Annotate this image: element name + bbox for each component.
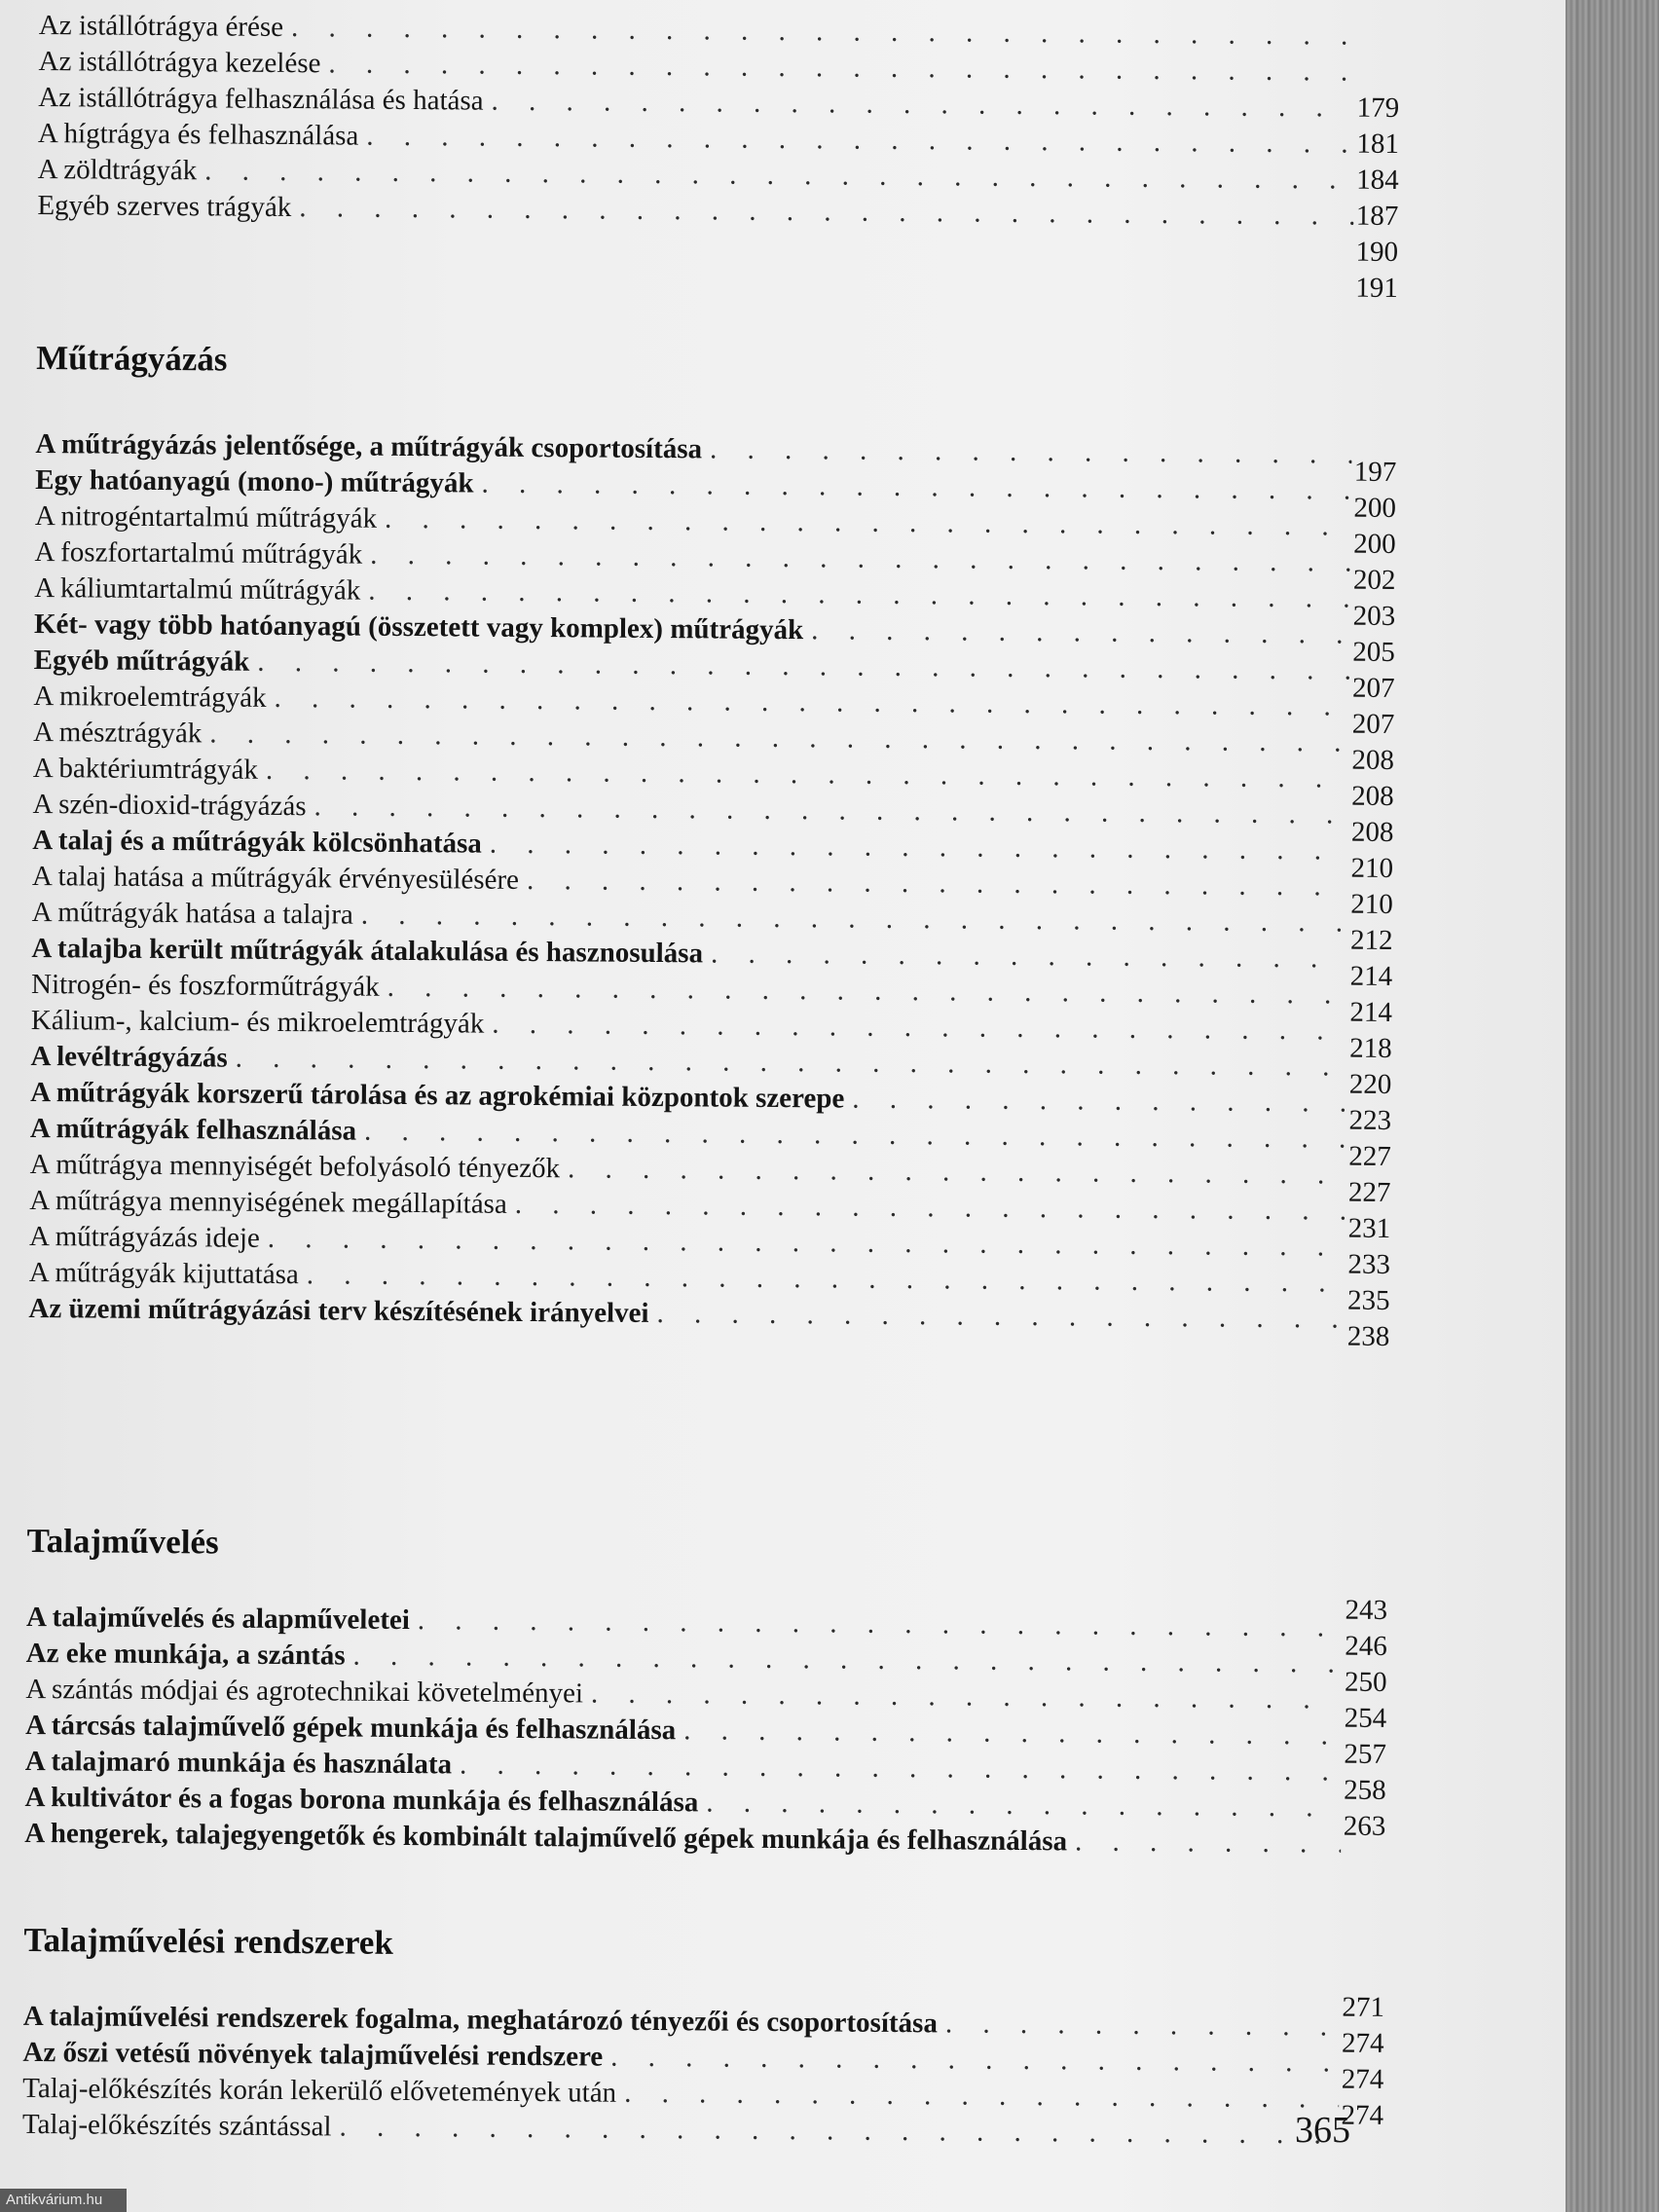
toc-entry-label: Egy hatóanyagú (mono-) műtrágyák <box>35 463 474 499</box>
page-number-column <box>1327 1592 1387 1844</box>
toc-entry-label: A műtrágya mennyiségét befolyásoló tényezők <box>29 1148 561 1185</box>
toc-page-number: 197 <box>1353 456 1397 488</box>
leader-dots <box>299 190 1353 235</box>
leader-dots <box>945 2006 1340 2045</box>
toc-page-number: 179 <box>1356 92 1400 124</box>
toc-entry-label: Az őszi vetésű növények talajművelési rendszere <box>22 2036 604 2073</box>
toc-page-number: 181 <box>1356 128 1400 160</box>
toc-entry-label: Egyéb műtrágyák <box>33 644 250 678</box>
toc-page-number: 205 <box>1352 636 1395 668</box>
toc-entry-label: A szén-dioxid-trágyázás <box>32 788 307 823</box>
toc-section-fertilization <box>27 329 1397 1445</box>
entry-list <box>37 8 1363 235</box>
toc-entry-label: A talajmaró munkája és használata <box>24 1745 453 1781</box>
toc-page-number: 187 <box>1355 200 1399 232</box>
toc-page-number: 214 <box>1349 996 1393 1028</box>
section-title: Talajművelés <box>26 1521 219 1562</box>
toc-page-number: 210 <box>1350 888 1393 920</box>
toc-page-number: 258 <box>1344 1774 1386 1806</box>
toc-entry-label: A műtrágyák korszerű tárolása és az agrokémiai központok szerepe <box>30 1076 845 1115</box>
toc-entry-label: Egyéb szerves trágyák <box>37 189 292 224</box>
leader-dots <box>706 1785 1341 1825</box>
section-title: Műtrágyázás <box>36 338 228 379</box>
leader-dots <box>624 2076 1339 2118</box>
toc-entry-label: Talaj-előkészítés korán lekerülő elővetemények után <box>22 2072 617 2109</box>
toc-entry-label: A műtrágya mennyiségének megállapítása <box>29 1184 507 1220</box>
toc-entry-label: Talaj-előkészítés szántással <box>21 2108 332 2143</box>
entry-list <box>24 1600 1350 1862</box>
toc-entry-label: A talaj hatása a műtrágyák érvényesülésére <box>31 860 520 896</box>
toc-page-number: 250 <box>1344 1666 1387 1698</box>
toc-entry-label: A foszfortartalmú műtrágyák <box>34 535 363 571</box>
leader-dots <box>1075 1824 1341 1862</box>
toc-section-tillage-systems <box>21 1911 1385 2165</box>
toc-entry-label: A nitrogéntartalmú műtrágyák <box>34 499 378 535</box>
toc-page-number: 238 <box>1346 1320 1390 1352</box>
toc-entry-label: Az üzemi műtrágyázási terv készítésének irányelvei <box>28 1292 649 1329</box>
toc-page-number: 246 <box>1345 1630 1387 1662</box>
toc-page-number: 227 <box>1348 1140 1391 1172</box>
toc-entry-label: A tárcsás talajművelő gépek munkája és felhasználása <box>25 1709 677 1747</box>
toc-page-number: 208 <box>1351 780 1394 812</box>
toc-entry-label: Két- vagy több hatóanyagú (összetett vagy komplex) műtrágyák <box>33 608 804 646</box>
toc-entry-label: A műtrágyák kijuttatása <box>28 1256 299 1291</box>
leader-dots <box>610 2040 1340 2082</box>
toc-entry-label: A baktériumtrágyák <box>32 752 259 786</box>
toc-page-number: 218 <box>1349 1032 1392 1064</box>
toc-page-number: 235 <box>1346 1284 1390 1316</box>
toc-page-number: 210 <box>1350 852 1394 884</box>
toc-entry-label: Az istállótrágya felhasználása és hatása <box>38 81 484 117</box>
toc-entry-label: A műtrágyák felhasználása <box>29 1112 357 1147</box>
leader-dots <box>656 1296 1345 1338</box>
leader-dots <box>811 612 1350 652</box>
toc-entry-label: A zöldtrágyák <box>37 153 198 187</box>
toc-page-number: 214 <box>1349 960 1393 992</box>
toc-entry-label: A talaj és a műtrágyák kölcsönhatása <box>32 824 483 860</box>
toc-page-number: 274 <box>1341 2063 1384 2095</box>
leader-dots <box>339 2109 1339 2153</box>
entry-list <box>28 426 1359 1338</box>
table-of-contents <box>21 8 1400 2165</box>
toc-page-number: 191 <box>1355 272 1398 304</box>
toc-entry-label: A talajba került műtrágyák átalakulása és hasznosulása <box>31 932 704 970</box>
toc-page-number: 263 <box>1343 1810 1386 1842</box>
toc-page-number: 200 <box>1353 492 1397 524</box>
toc-page-number: 220 <box>1348 1068 1392 1100</box>
toc-page-number: 271 <box>1342 1991 1385 2023</box>
toc-page-number: 223 <box>1348 1104 1392 1136</box>
toc-entry-label: Az istállótrágya érése <box>38 9 284 43</box>
page-number-column <box>1331 454 1396 1354</box>
toc-entry-label: A talajművelés és alapműveletei <box>25 1601 410 1637</box>
page-stack-edge <box>1566 0 1659 2212</box>
toc-entry-label: A műtrágyák hatása a talajra <box>31 896 353 931</box>
toc-page-number: 190 <box>1355 236 1399 268</box>
entry-list <box>22 1999 1347 2154</box>
toc-entry-label: A hígtrágya és felhasználása <box>37 117 359 152</box>
leader-dots <box>852 1082 1346 1122</box>
toc-page-number: 207 <box>1351 708 1395 740</box>
toc-page-number: 243 <box>1345 1594 1388 1626</box>
toc-section-tillage <box>24 1512 1388 1912</box>
toc-section-organic-manures <box>37 8 1400 304</box>
section-title: Talajművelési rendszerek <box>23 1920 394 1962</box>
toc-entry-label: A levéltrágyázás <box>30 1040 228 1074</box>
toc-entry-label: Az istállótrágya kezelése <box>38 45 321 80</box>
toc-entry-label: Kálium-, kalcium- és mikroelemtrágyák <box>30 1004 485 1040</box>
toc-page-number: 257 <box>1344 1738 1387 1770</box>
leader-dots <box>710 431 1352 472</box>
toc-entry-label: Nitrogén- és foszforműtrágyák <box>30 968 380 1003</box>
leader-dots <box>568 1151 1346 1193</box>
toc-entry-label: A kultivátor és a fogas borona munkája és felhasználása <box>24 1781 699 1819</box>
toc-entry-label: A hengerek, talajegyengetők és kombinált talajművelő gépek munkája és felhasználása <box>24 1817 1068 1858</box>
toc-entry-label: A mésztrágyák <box>33 716 203 750</box>
toc-entry-label: A műtrágyázás jelentősége, a műtrágyák csoportosítása <box>35 427 703 465</box>
toc-entry-label: A műtrágyázás ideje <box>28 1220 260 1254</box>
toc-entry-label: A talajművelési rendszerek fogalma, meghatározó tényezői és csoportosítása <box>22 2000 939 2040</box>
toc-entry-label: A szántás módjai és agrotechnikai követelményei <box>25 1673 584 1710</box>
toc-page-number: 274 <box>1341 2027 1384 2059</box>
toc-page-number: 231 <box>1347 1212 1391 1244</box>
toc-page-number: 227 <box>1347 1176 1391 1208</box>
toc-page-number: 203 <box>1352 600 1396 632</box>
toc-page-number: 208 <box>1351 744 1395 776</box>
watermark: Antikvárium.hu <box>0 2189 127 2212</box>
leader-dots <box>683 1713 1342 1753</box>
toc-page-number: 254 <box>1344 1702 1387 1734</box>
toc-page-number: 233 <box>1347 1248 1391 1280</box>
toc-page-number: 207 <box>1351 672 1395 704</box>
toc-entry-label: A mikroelemtrágyák <box>33 680 267 714</box>
toc-entry-label: Az eke munkája, a szántás <box>25 1637 346 1672</box>
toc-page-number: 208 <box>1350 816 1394 848</box>
toc-page-number: 200 <box>1353 528 1396 560</box>
toc-entry-label: A káliumtartalmú műtrágyák <box>34 571 361 607</box>
toc-page-number: 202 <box>1352 564 1396 596</box>
folio-page-number: 365 <box>1295 2110 1350 2151</box>
page-number-column <box>1340 91 1400 307</box>
toc-page-number: 184 <box>1356 164 1399 196</box>
toc-page-number: 274 <box>1341 2099 1384 2131</box>
leader-dots <box>711 936 1348 977</box>
toc-page-number: 212 <box>1349 924 1393 956</box>
leader-dots <box>591 1677 1343 1718</box>
